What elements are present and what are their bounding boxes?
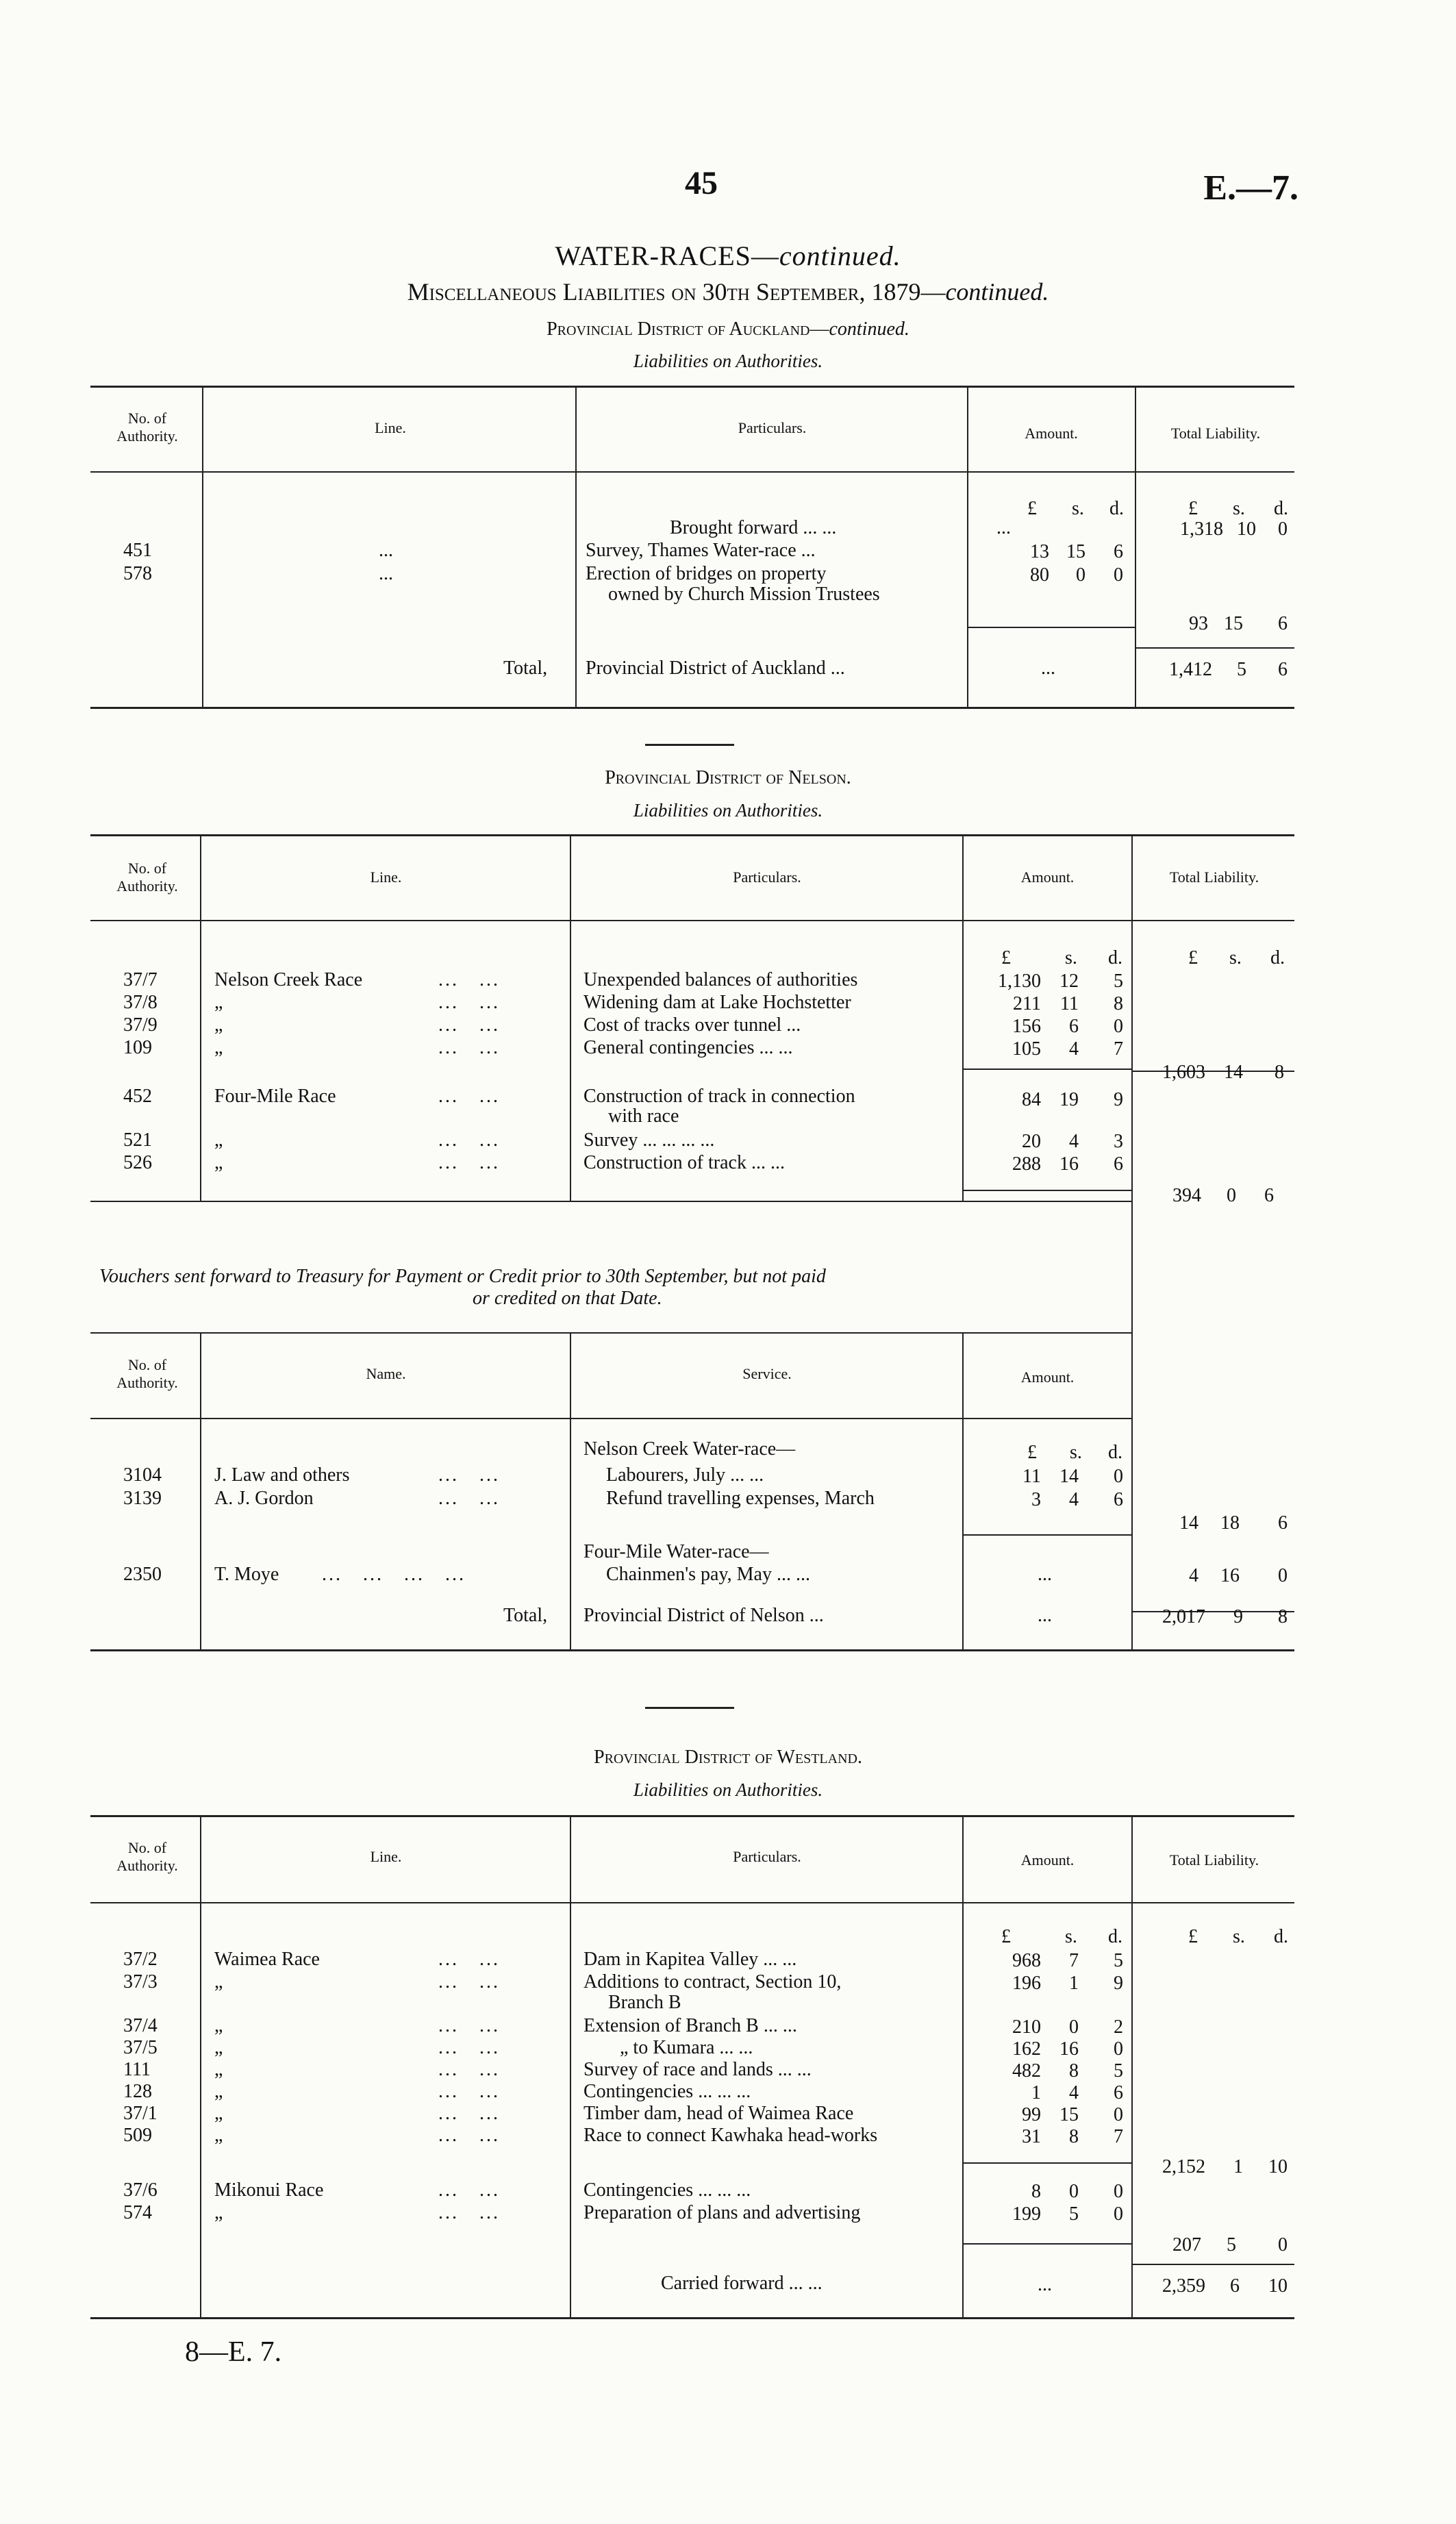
page-title: WATER-RACES—continued. <box>555 240 901 271</box>
header-total: Total Liability. <box>1170 425 1261 442</box>
lsd-s: s. <box>1233 498 1245 519</box>
voucher-subtotal-pounds: 14 <box>1179 1512 1198 1534</box>
subtotal-pounds: 2,152 <box>1162 2156 1205 2177</box>
nelson-heading: Provincial District of Nelson. <box>605 767 851 788</box>
total-amount: ... <box>1038 1605 1052 1626</box>
lsd-d: d. <box>1108 947 1122 969</box>
subtotal-pounds: 394 <box>1172 1185 1201 1206</box>
carried-forward-label: Carried forward ... ... <box>661 2273 823 2294</box>
total-pence: 8 <box>1278 1606 1288 1627</box>
brought-forward-amount: ... <box>996 517 1011 538</box>
header-total: Total Liability. <box>1169 1851 1259 1869</box>
total-particulars: Provincial District of Nelson ... <box>583 1605 824 1626</box>
total-pence: 6 <box>1278 659 1288 680</box>
lsd-pound: £ <box>1027 1442 1037 1463</box>
lsd-s: s. <box>1065 947 1077 969</box>
carried-total-pence: 10 <box>1268 2275 1288 2297</box>
subtotal-pence: 8 <box>1275 1062 1284 1083</box>
total-shillings: 5 <box>1237 659 1246 680</box>
header-name: Name. <box>366 1365 406 1382</box>
total-pounds: 1,412 <box>1169 659 1212 680</box>
section-divider <box>645 744 734 746</box>
auckland-subheading: Liabilities on Authorities. <box>633 351 823 371</box>
header-amount: Amount. <box>1025 425 1078 442</box>
header-particulars: Particulars. <box>738 419 807 436</box>
lsd-d: d. <box>1108 1442 1122 1463</box>
header-service: Service. <box>742 1365 792 1382</box>
lsd-pound: £ <box>1188 1926 1198 1947</box>
header-line: Line. <box>370 1848 402 1865</box>
lsd-pound: £ <box>1001 1926 1011 1947</box>
total-pounds: 1,318 <box>1180 518 1223 540</box>
header-particulars: Particulars. <box>733 869 801 886</box>
subtotal-pence: 0 <box>1278 2234 1288 2256</box>
header-authority: No. of Authority. <box>116 410 178 445</box>
vouchers-note-cont: or credited on that Date. <box>473 1288 662 1309</box>
total-pence: 0 <box>1278 518 1288 540</box>
brought-forward-label: Brought forward ... ... <box>670 517 837 538</box>
westland-subheading: Liabilities on Authorities. <box>633 1779 823 1800</box>
subtotal-pounds: 207 <box>1172 2234 1201 2256</box>
header-amount: Amount. <box>1020 869 1075 886</box>
subtotal-shillings: 5 <box>1227 2234 1236 2256</box>
westland-heading: Provincial District of Westland. <box>594 1747 862 1768</box>
vouchers-note: Vouchers sent forward to Treasury for Payment or Credit prior to 30th September, but not paid <box>99 1266 826 1287</box>
page-code: E.—7. <box>1203 168 1298 208</box>
voucher-group-nelson-creek: Nelson Creek Water-race— <box>583 1438 796 1460</box>
header-amount: Amount. <box>1020 1369 1075 1386</box>
lsd-d: d. <box>1274 1926 1288 1947</box>
lsd-s: s. <box>1072 498 1084 519</box>
section-divider <box>645 1707 734 1709</box>
header-line: Line. <box>370 869 402 886</box>
voucher-subtotal-shillings: 18 <box>1220 1512 1240 1534</box>
total-shillings: 10 <box>1237 518 1256 540</box>
lsd-pound: £ <box>1188 947 1198 969</box>
nelson-subheading: Liabilities on Authorities. <box>633 800 823 821</box>
subtotal-pounds: 93 <box>1189 613 1208 634</box>
total-label: Total, <box>503 1605 548 1626</box>
subtotal-pence: 6 <box>1278 613 1288 634</box>
footer-signature: 8—E. 7. <box>185 2336 282 2368</box>
lsd-s: s. <box>1229 947 1242 969</box>
subtotal-pence: 6 <box>1264 1185 1274 1206</box>
lsd-pound: £ <box>1188 498 1198 519</box>
voucher-group-four-mile: Four-Mile Water-race— <box>583 1541 769 1562</box>
page-subtitle: Miscellaneous Liabilities on 30th September, 1879—continued. <box>407 278 1049 305</box>
lsd-d: d. <box>1274 498 1288 519</box>
subtotal-pounds: 1,603 <box>1162 1062 1205 1083</box>
subtotal-shillings: 15 <box>1224 613 1243 634</box>
carried-forward-amount: ... <box>1038 2274 1052 2295</box>
header-authority: No. of Authority. <box>116 860 178 895</box>
lsd-s: s. <box>1233 1926 1245 1947</box>
total-pounds: 2,017 <box>1162 1606 1205 1627</box>
header-total: Total Liability. <box>1169 869 1259 886</box>
lsd-d: d. <box>1270 947 1285 969</box>
lsd-d: d. <box>1108 1926 1122 1947</box>
header-particulars: Particulars. <box>733 1848 801 1865</box>
header-authority: No. of Authority. <box>116 1839 178 1874</box>
voucher-subtotal-pence: 6 <box>1278 1512 1288 1534</box>
lsd-s: s. <box>1065 1926 1077 1947</box>
subtotal-shillings: 14 <box>1224 1062 1243 1083</box>
carried-total-shillings: 6 <box>1230 2275 1240 2297</box>
total-particulars: Provincial District of Auckland ... <box>586 658 845 679</box>
page-number: 45 <box>685 165 718 201</box>
header-amount: Amount. <box>1020 1851 1075 1869</box>
subtotal-pence: 10 <box>1268 2156 1288 2177</box>
total-amount: ... <box>1041 658 1055 679</box>
total-label: Total, <box>503 658 548 679</box>
lsd-pound: £ <box>1001 947 1011 969</box>
auckland-heading: Provincial District of Auckland—continued. <box>547 318 909 340</box>
subtotal-shillings: 1 <box>1233 2156 1243 2177</box>
total-shillings: 9 <box>1233 1606 1243 1627</box>
header-authority: No. of Authority. <box>116 1356 178 1391</box>
subtotal-shillings: 0 <box>1227 1185 1236 1206</box>
header-line: Line. <box>375 419 406 436</box>
lsd-pound: £ <box>1027 498 1037 519</box>
carried-total-pounds: 2,359 <box>1162 2275 1205 2297</box>
lsd-d: d. <box>1109 498 1124 519</box>
lsd-s: s. <box>1070 1442 1082 1463</box>
